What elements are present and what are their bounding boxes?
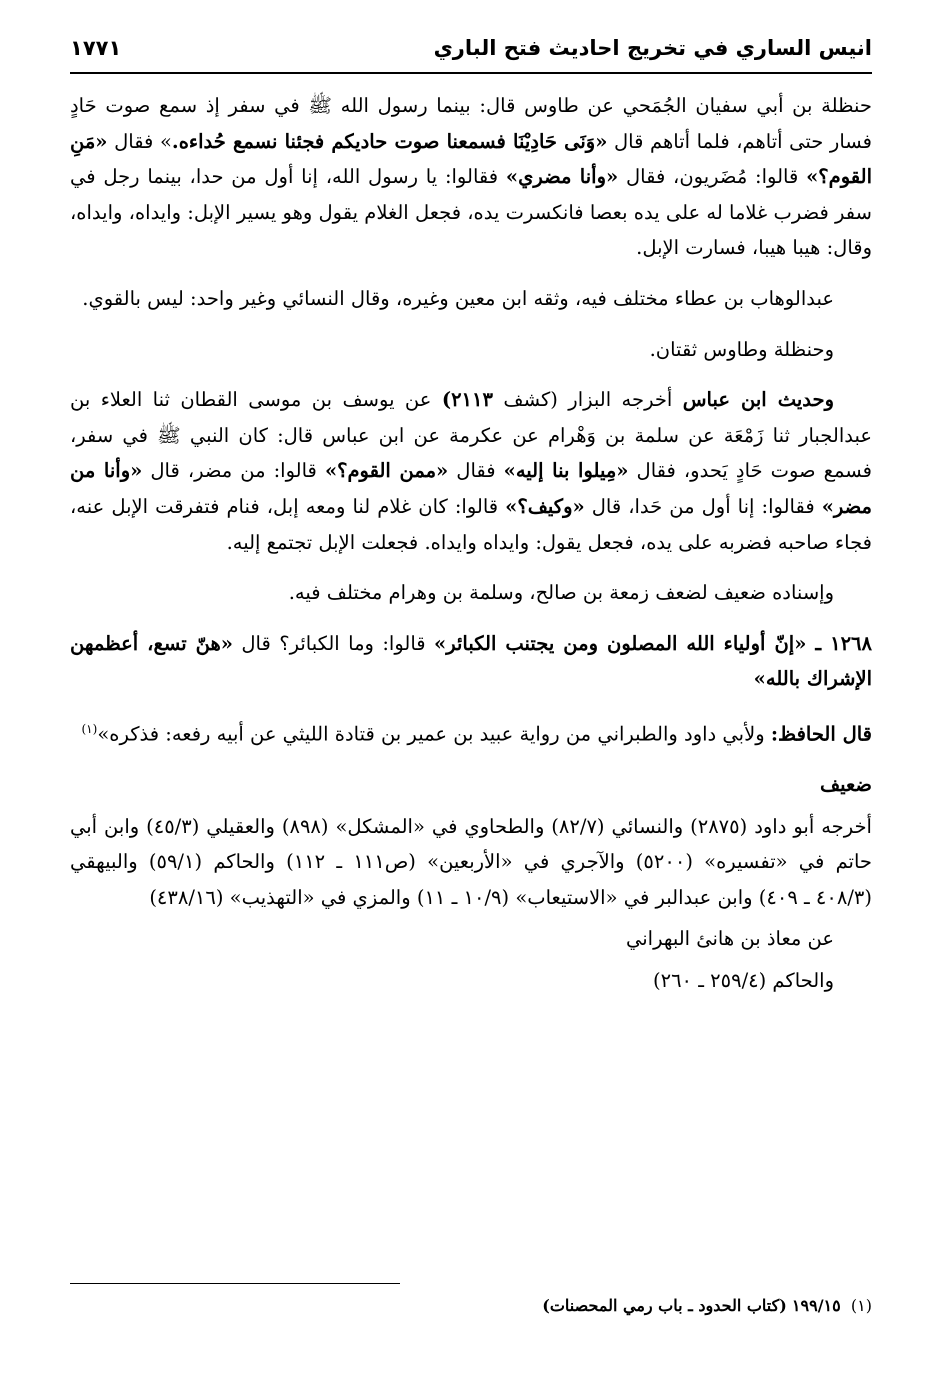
footnote-ref: (١) — [81, 721, 98, 736]
footnote — [70, 1292, 872, 1320]
paragraph-isnad: وإسناده ضعيف لضعف زمعة بن صالح، وسلمة بن وهرام مختلف فيه. — [288, 581, 834, 605]
paragraph-hakim: والحاكم (٢٥٩/٤ ـ ٢٦٠) — [653, 968, 834, 992]
footnote-divider — [70, 1283, 400, 1284]
hadith-1268: ١٢٦٨ ـ «إنّ أولياء الله المصلون ومن يجتنب الكبائر» قالوا: وما الكبائر؟ قال «هنّ تسع، أعظمهن الإشراك بالله» — [70, 631, 872, 691]
footnote-marker: (١) — [850, 1296, 872, 1315]
paragraph-thiqa: وحنظلة وطاوس ثقتان. — [649, 337, 834, 361]
paragraph-takhrij: أخرجه أبو داود (٢٨٧٥) والنسائي (٨٢/٧) والطحاوي في «المشكل» (٨٩٨) والعقيلي (٤٥/٣) وابن أبي حاتم في «تفسيره» (٥٢٠٠) والآجري في «الأربعين» (ص١١١ ـ ١١٢) والحاكم (٥٩/١) والبيهقي (٤٠٨/٣ ـ ٤٠٩) وابن عبدالبر في «الاستيعاب» (١٠/٩ ـ ١١) والمزي في «التهذيب» (٤٣٨/١٦) — [70, 814, 872, 909]
document-page — [70, 30, 873, 1315]
footnote-text: (كتاب الحدود ـ باب رمي المحصنات) — [542, 1296, 787, 1315]
running-title: انيس الساري في تخريج احاديث فتح الباري — [433, 36, 872, 60]
grade-heading: ضعيف — [819, 773, 872, 796]
paragraph-ibn-abbas: وحديث ابن عباس أخرجه البزار (كشف ٢١١٣) عن يوسف بن موسى القطان ثنا العلاء بن عبدالجبار ثنا زَمْعَة عن سلمة بن وَهْرام عن عكرمة عن ابن عباس قال: كان النبي ﷺ في سفر، فسمع صوت حَادٍ يَحدو، فقال «مِيلوا بنا إليه» فقال «ممن القوم؟» قالوا: من مضر، قال «وأنا من مضر» فقالوا: إنا أول من حَدا، قال «وكيف؟» قالوا: كان غلام لنا ومعه إبل، فنام فتفرقت الإبل عنه، فجاء صاحبه فضربه على يده، فجعل يقول: وايداه وايداه. فجعلت الإبل تجتمع إليه. — [70, 388, 873, 554]
page-header — [70, 30, 872, 74]
paragraph-narrator-note: عبدالوهاب بن عطاء مختلف فيه، وثقه ابن معين وغيره، وقال النسائي وغير واحد: ليس بالقوي. — [82, 286, 834, 310]
page-number: ١٧٧١ — [70, 36, 122, 60]
paragraph-hadith-handhala: حنظلة بن أبي سفيان الجُمَحي عن طاوس قال: بينما رسول الله ﷺ في سفر إذ سمع صوت حَادٍ فسار حتى أتاهم، فلما أتاهم قال «وَنَى حَادِيْنَا فسمعنا صوت حاديكم فجئنا نسمع حُداءه.» فقال «مَنِ القوم؟» قالوا: مُضَريون، فقال «وأنا مضري» فقالوا: يا رسول الله، إنا أول من حدا، بينما رجل في سفر فضرب غلاما له على يده بعصا فانكسرت يده، فجعل الغلام يقول وهو يسير الإبل: وايداه، وايداه، وقال: هيبا هيبا، فسارت الإبل. — [70, 94, 873, 260]
paragraph-hafiz: قال الحافظ: ولأبي داود والطبراني من رواية عبيد بن عمير بن قتادة الليثي عن أبيه رفعه: فذكره»$^{(١)}$ — [81, 721, 872, 746]
paragraph-muadh: عن معاذ بن هانئ البهراني — [625, 927, 834, 951]
main-text — [70, 88, 872, 1014]
footnote-reference: ١٩٩/١٥ — [791, 1296, 841, 1315]
